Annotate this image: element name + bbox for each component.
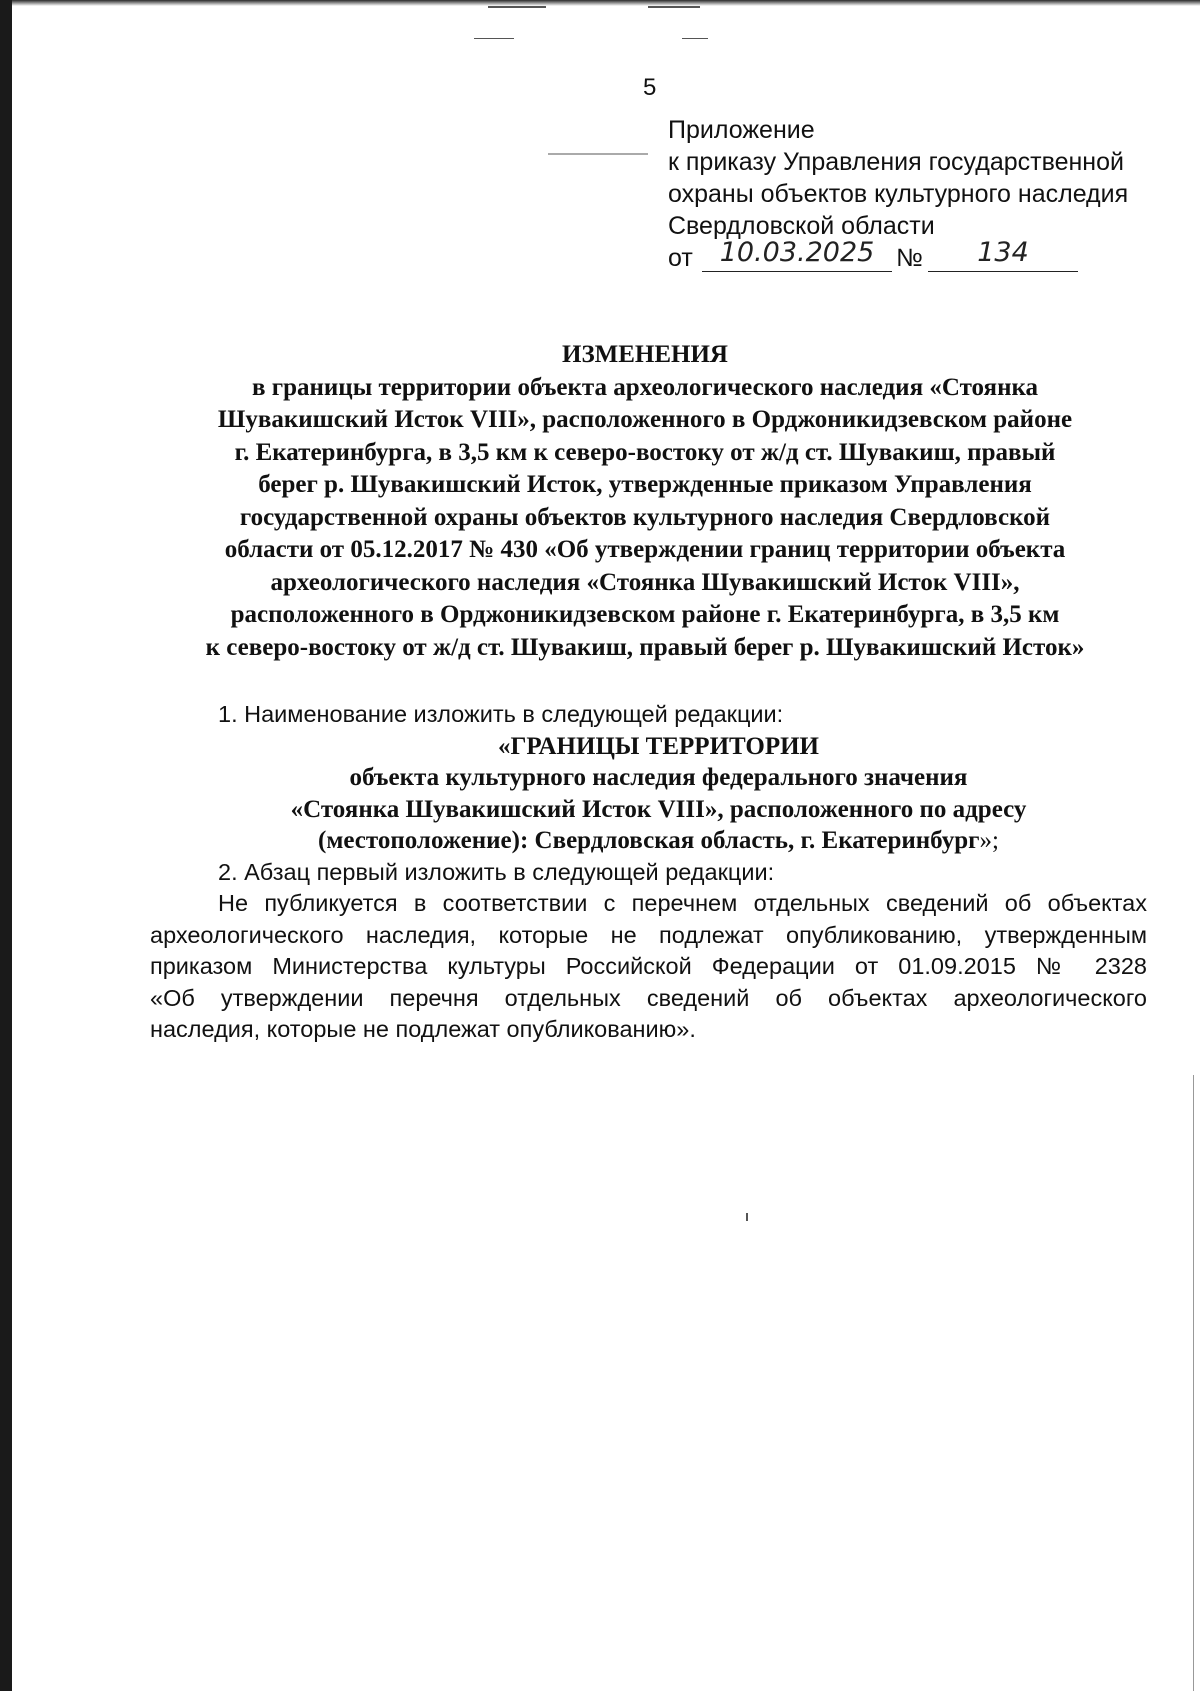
new-name-closing: »; (979, 827, 999, 854)
appendix-line: к приказу Управления государственной (668, 148, 1124, 176)
date-prefix: от (668, 244, 693, 272)
title-line: берег р. Шувакишский Исток, утвержденные приказом Управления (258, 471, 1032, 498)
title-line: г. Екатеринбурга, в 3,5 км к северо-востоку от ж/д ст. Шувакиш, правый (234, 438, 1056, 466)
scan-noise (682, 38, 708, 39)
scan-noise (548, 153, 648, 155)
title-line: археологического наследия «Стоянка Шувакишский Исток VIII», (270, 568, 1020, 596)
new-name-line: «Стоянка Шувакишский Исток VIII», расположенного по адресу (290, 795, 1027, 823)
date-number-line (668, 237, 1168, 274)
scan-edge-left (0, 0, 12, 1691)
handwritten-date: 10.03.2025 (702, 234, 892, 272)
appendix-line: охраны объектов культурного наследия (668, 180, 1129, 208)
paragraph-line: «Об утверждении перечня отдельных сведений об объектах археологического (150, 984, 1147, 1011)
document-title (145, 339, 1145, 664)
scan-edge-top (12, 0, 1200, 6)
document-body (150, 699, 1147, 1046)
title-line: к северо-востоку от ж/д ст. Шувакиш, правый берег р. Шувакишский Исток» (205, 633, 1085, 661)
paragraph-line: приказом Министерства культуры Российской Федерации от 01.09.2015 № 2328 (150, 953, 1147, 979)
scan-noise (474, 38, 514, 39)
scan-noise (488, 6, 546, 8)
appendix-line: Свердловской области (668, 212, 935, 240)
new-name-line: объекта культурного наследия федерального значения (349, 764, 968, 791)
item-1: 1. Наименование изложить в следующей редакции: (218, 701, 784, 727)
new-name-last-line (150, 825, 1147, 857)
scan-noise (648, 6, 700, 8)
item-2: 2. Абзац первый изложить в следующей редакции: (218, 858, 775, 885)
title-line: расположенного в Орджоникидзевском районе г. Екатеринбурга, в 3,5 км (230, 601, 1060, 628)
paragraph-line: Не публикуется в соответствии с перечнем отдельных сведений об объектах (218, 890, 1147, 916)
new-name-line: «ГРАНИЦЫ ТЕРРИТОРИИ (498, 732, 819, 760)
title-line: государственной охраны объектов культурного наследия Свердловской (239, 503, 1051, 531)
new-name-location: (местоположение): Свердловская область, г. Екатеринбург (318, 827, 980, 854)
page-number: 5 (643, 74, 657, 101)
paragraph-line: археологического наследия, которые не подлежат опубликованию, утвержденным (150, 921, 1147, 948)
appendix-header (668, 114, 1168, 274)
paragraph-line: наследия, которые не подлежат опубликованию». (150, 1016, 696, 1042)
title-line: Шувакишский Исток VIII», расположенного в Орджоникидзевском районе (217, 406, 1073, 433)
title-heading: ИЗМЕНЕНИЯ (562, 341, 728, 368)
scan-noise (746, 1213, 748, 1221)
title-line: области от 05.12.2017 № 430 «Об утверждении границ территории объекта (224, 536, 1066, 563)
appendix-line: Приложение (668, 116, 815, 144)
title-line: в границы территории объекта археологического наследия «Стоянка (251, 373, 1039, 401)
number-label: № (896, 244, 923, 272)
scan-edge-right (1193, 1075, 1194, 1691)
handwritten-number: 134 (928, 234, 1078, 272)
